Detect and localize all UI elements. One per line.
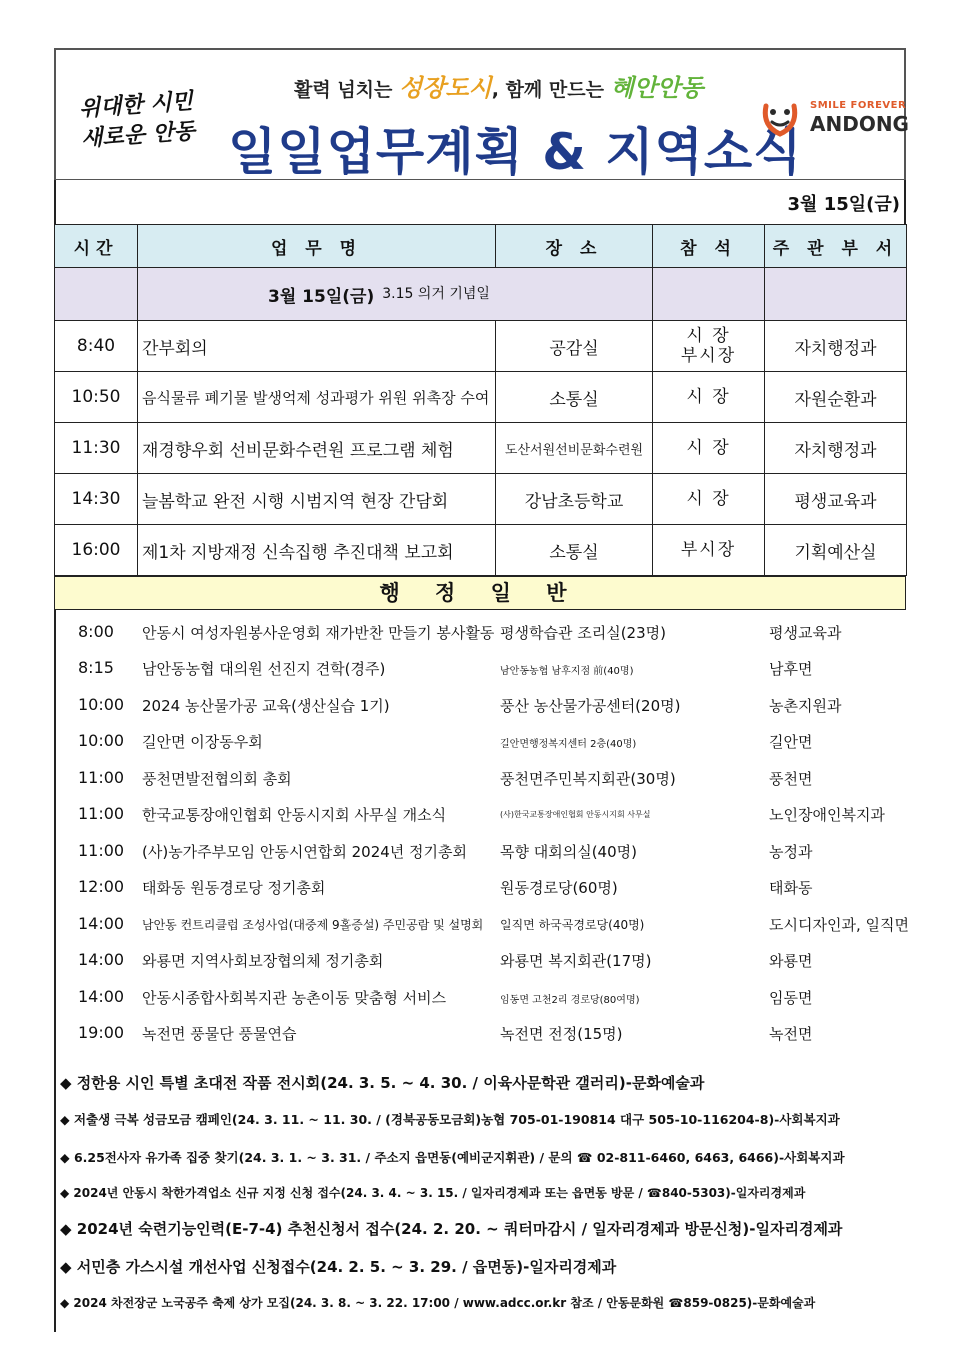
tagline-pre: 활력 넘치는 [294, 79, 399, 101]
admin-place: 와룡면 복지회관(17명) [500, 952, 652, 970]
col-header-attend: 참 석 [653, 225, 765, 268]
admin-dept: 와룡면 [769, 952, 813, 970]
admin-title: 길안면 이장동우회 [142, 733, 263, 751]
admin-time: 8:15 [78, 658, 114, 677]
admin-place: 풍산 농산물가공센터(20명) [500, 697, 681, 715]
city-slogan [60, 85, 214, 155]
notice-item: ◆ 2024 차전장군 노국공주 축제 상가 모집(24. 3. 8. ~ 3. 22. 17:00 / www.adcc.or.kr 참조 / 안동문화원 ☎859-0825)-문화예술과 [60, 1296, 816, 1310]
admin-time: 10:00 [78, 695, 125, 714]
tagline-mid: , 함께 만드는 [491, 79, 611, 101]
admin-place: 녹전면 전정(15명) [500, 1025, 623, 1043]
admin-dept: 태화동 [769, 879, 813, 897]
admin-time: 11:00 [78, 841, 125, 860]
admin-row [56, 979, 908, 1015]
notice-item: ◆ 6.25전사자 유가족 집중 찾기(24. 3. 1. ~ 3. 31. / 주소지 읍면동(예비군지휘관) / 문의 ☎ 02-811-6460, 6463, 6466)-사회복지과 [60, 1150, 845, 1165]
admin-title: 안동시 여성자원봉사운영회 재가반찬 만들기 봉사활동 [142, 624, 495, 642]
admin-row [56, 650, 908, 686]
holiday-attend-cell [653, 268, 765, 321]
admin-dept: 농촌지원과 [769, 697, 842, 715]
col-header-task: 업 무 명 [138, 225, 496, 268]
admin-place: 목향 대회의실(40명) [500, 843, 637, 861]
admin-place: 일직면 하국곡경로당(40명) [500, 918, 645, 932]
admin-dept: 임동면 [769, 989, 813, 1007]
schedule-row [55, 423, 907, 474]
tagline-highlight-1: 성장도시 [399, 74, 492, 102]
schedule-task: 제1차 지방재정 신속집행 추진대책 보고회 [138, 525, 496, 576]
schedule-dept: 자치행정과 [765, 321, 907, 372]
admin-row [56, 942, 908, 978]
admin-time: 12:00 [78, 877, 125, 896]
schedule-attend: 시 장 [653, 423, 765, 474]
admin-time: 14:00 [78, 950, 125, 969]
logo-big-text: ANDONG [810, 112, 909, 136]
notice-item: ◆ 2024년 안동시 착한가격업소 신규 지정 신청 접수(24. 3. 4. ~ 3. 15. / 일자리경제과 또는 읍면동 방문 / ☎840-5303)-일자리경제과 [60, 1186, 806, 1200]
holiday-cell [138, 268, 653, 321]
schedule-time: 11:30 [55, 423, 138, 474]
admin-time: 8:00 [78, 622, 114, 641]
admin-time: 10:00 [78, 731, 125, 750]
admin-row [56, 906, 908, 942]
admin-time: 19:00 [78, 1023, 125, 1042]
holiday-date: 3월 15일(금) [268, 286, 375, 307]
logo-small-text: SMILE FOREVER [810, 100, 907, 111]
admin-list [54, 610, 909, 1043]
holiday-time-cell [55, 268, 138, 321]
admin-dept: 길안면 [769, 733, 813, 751]
schedule-attend: 시 장 [653, 372, 765, 423]
admin-row [56, 869, 908, 905]
schedule-attend: 시 장 [653, 474, 765, 525]
admin-section-heading: 행 정 일 반 [54, 576, 906, 610]
schedule-attend: 부시장 [653, 525, 765, 576]
schedule-place: 도산서원선비문화수련원 [496, 423, 653, 474]
admin-place: (사)한국교통장애인협회 안동시지회 사무실 [500, 810, 651, 819]
admin-title: (사)농가주부모임 안동시연합회 2024년 정기총회 [142, 843, 468, 861]
tagline [294, 68, 703, 103]
schedule-row [55, 474, 907, 525]
admin-row [56, 723, 908, 759]
schedule-time: 14:30 [55, 474, 138, 525]
schedule-task: 음식물류 폐기물 발생억제 성과평가 위원 위촉장 수여 [138, 372, 496, 423]
col-header-dept: 주 관 부 서 [765, 225, 907, 268]
schedule-task: 간부회의 [138, 321, 496, 372]
admin-dept: 도시디자인과, 일직면 [769, 916, 909, 934]
admin-place: 평생학습관 조리실(23명) [500, 624, 666, 642]
admin-title: 한국교통장애인협회 안동시지회 사무실 개소식 [142, 806, 447, 824]
admin-row [56, 760, 908, 796]
notice-item: ◆ 2024년 숙련기능인력(E-7-4) 추천신청서 접수(24. 2. 20. ~ 쿼터마감시 / 일자리경제과 방문신청)-일자리경제과 [60, 1220, 843, 1238]
schedule-place: 소통실 [496, 372, 653, 423]
schedule-row [55, 372, 907, 423]
admin-title: 남안동 컨트리클럽 조성사업(대중제 9홀증설) 주민공람 및 설명회 [142, 918, 484, 932]
schedule-place: 공감실 [496, 321, 653, 372]
schedule-time: 8:40 [55, 321, 138, 372]
smile-logo-icon [758, 96, 802, 140]
admin-title: 풍천면발전협의회 총회 [142, 770, 292, 788]
schedule-time: 10:50 [55, 372, 138, 423]
admin-title: 안동시종합사회복지관 농촌이동 맞춤형 서비스 [142, 989, 447, 1007]
document-sheet [54, 48, 909, 1332]
date-row [54, 180, 906, 224]
admin-dept: 농정과 [769, 843, 813, 861]
holiday-name: 3.15 의거 기념일 [382, 285, 490, 302]
admin-place: 풍천면주민복지회관(30명) [500, 770, 676, 788]
schedule-row [55, 321, 907, 372]
schedule-table [54, 224, 907, 576]
col-header-place: 장 소 [496, 225, 653, 268]
holiday-row [55, 268, 907, 321]
schedule-header-row [55, 225, 907, 268]
admin-place: 원동경로당(60명) [500, 879, 618, 897]
admin-row [56, 833, 908, 869]
schedule-row [55, 525, 907, 576]
document-header [54, 48, 909, 181]
admin-title: 와룡면 지역사회보장협의체 정기총회 [142, 952, 384, 970]
schedule-attend: 시 장 부시장 [653, 321, 765, 372]
admin-dept: 남후면 [769, 660, 813, 678]
date-label: 3월 15일(금) [787, 194, 900, 215]
holiday-dept-cell [765, 268, 907, 321]
admin-title: 녹전면 풍물단 풍물연습 [142, 1025, 297, 1043]
col-header-time: 시간 [55, 225, 138, 268]
notice-item: ◆ 정한용 시인 특별 초대전 작품 전시회(24. 3. 5. ~ 4. 30. / 이육사문학관 갤러리)-문화예술과 [60, 1074, 705, 1092]
admin-time: 11:00 [78, 768, 125, 787]
admin-row [56, 614, 908, 650]
admin-dept: 녹전면 [769, 1025, 813, 1043]
admin-place: 임동면 고천2리 경로당(80여명) [500, 995, 640, 1006]
schedule-time: 16:00 [55, 525, 138, 576]
admin-title: 남안동농협 대의원 선진지 견학(경주) [142, 660, 386, 678]
admin-row [56, 687, 908, 723]
admin-time: 14:00 [78, 914, 125, 933]
schedule-dept: 평생교육과 [765, 474, 907, 525]
schedule-place: 강남초등학교 [496, 474, 653, 525]
schedule-task: 늘봄학교 완전 시행 시범지역 현장 간담회 [138, 474, 496, 525]
andong-logo [758, 94, 909, 144]
admin-row [56, 796, 908, 832]
admin-dept: 평생교육과 [769, 624, 842, 642]
page-title: 일일업무계획 & 지역소식 [228, 123, 803, 181]
admin-dept: 풍천면 [769, 770, 813, 788]
admin-time: 14:00 [78, 987, 125, 1006]
admin-place: 길안면행정복지센터 2층(40명) [500, 739, 637, 750]
schedule-dept: 자치행정과 [765, 423, 907, 474]
tagline-highlight-2: 혜안안동 [610, 74, 704, 102]
schedule-dept: 기획예산실 [765, 525, 907, 576]
admin-title: 태화동 원동경로당 정기총회 [142, 879, 326, 897]
schedule-dept: 자원순환과 [765, 372, 907, 423]
schedule-place: 소통실 [496, 525, 653, 576]
notice-list [54, 1040, 906, 1332]
slogan-line-1: 위대한 시민 [78, 88, 194, 122]
notice-item: ◆ 서민층 가스시설 개선사업 신청접수(24. 2. 5. ~ 3. 29. / 읍면동)-일자리경제과 [60, 1258, 617, 1276]
schedule-task: 재경향우회 선비문화수련원 프로그램 체험 [138, 423, 496, 474]
admin-place: 남안동농협 남후지점 前(40명) [500, 666, 634, 677]
admin-time: 11:00 [78, 804, 125, 823]
slogan-line-2: 새로운 안동 [80, 118, 196, 152]
admin-dept: 노인장애인복지과 [769, 806, 885, 824]
admin-title: 2024 농산물가공 교육(생산실습 1기) [142, 697, 390, 715]
notice-item: ◆ 저출생 극복 성금모금 캠페인(24. 3. 11. ~ 11. 30. / (경북공동모금회)농협 705-01-190814 대구 505-10-116204-8)-사회복지과 [60, 1112, 840, 1127]
